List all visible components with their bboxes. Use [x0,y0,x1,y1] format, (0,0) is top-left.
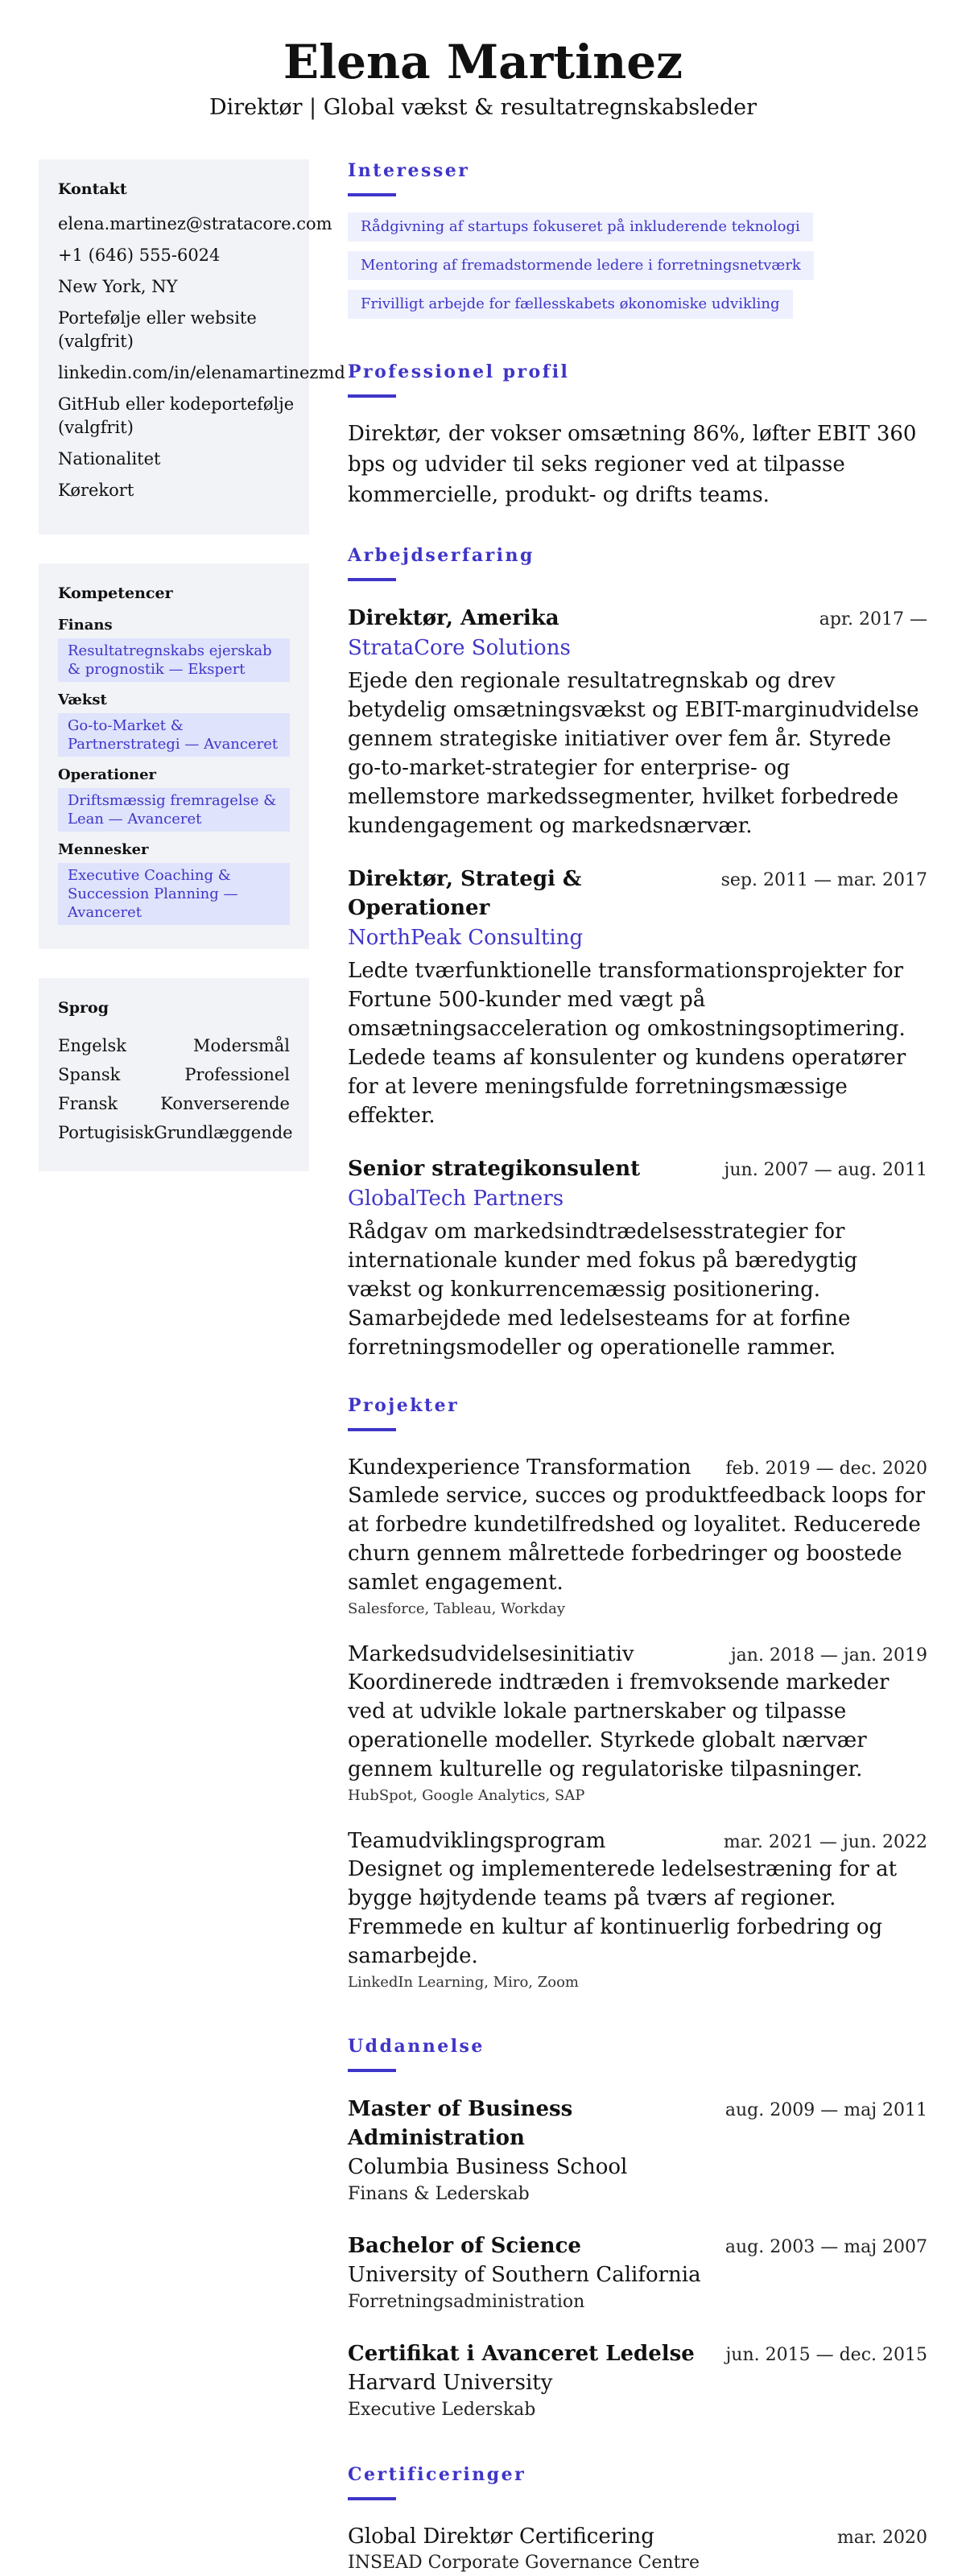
language-name: Engelsk [58,1036,126,1055]
project-dates: mar. 2021 — jun. 2022 [723,1832,927,1852]
projects-heading: Projekter [348,1395,460,1416]
project-dates: feb. 2019 — dec. 2020 [725,1459,927,1479]
certifications-heading: Certificeringer [348,2464,526,2485]
languages-heading: Sprog [58,999,109,1017]
language-level: Konverserende [160,1094,290,1113]
job-title: Direktør, Amerika [348,606,559,630]
skill-group-label: Operationer [58,766,157,783]
job-company: StrataCore Solutions [348,636,571,660]
skill-chip: Driftsmæssig fremragelse & Lean — Avanceret [58,788,290,832]
skills-heading: Kompetencer [58,584,173,602]
language-row [58,1031,290,1060]
interests-heading: Interesser [348,160,470,181]
project-title: Markedsudvidelsesinitiativ [348,1642,634,1666]
project-tech: HubSpot, Google Analytics, SAP [348,1787,585,1804]
school: Columbia Business School [348,2155,628,2179]
certification-date: mar. 2020 [836,2528,927,2548]
contact-location: New York, NY [58,277,178,296]
profile-heading: Professionel profil [348,361,570,382]
contact-portfolio: Portefølje eller website (valgfrit) [58,308,257,351]
heading-underline [348,578,396,581]
skills-box [39,564,309,949]
language-name: Fransk [58,1094,118,1113]
education-dates: aug. 2003 — maj 2007 [724,2237,927,2257]
interest-chip: Frivilligt arbejde for fællesskabets økonomiske udvikling [348,290,793,319]
field-of-study: Forretningsadministration [348,2292,585,2312]
skill-chip: Go-to-Market & Partnerstrategi — Avanceret [58,713,290,757]
candidate-title: Direktør | Global vækst & resultatregnskabsleder [208,95,758,120]
job-description: Ledte tværfunktionelle transformationsprojekter for Fortune 500-kunder med vægt på omsætningsacceleration og omkostningsoptimering. Ledede teams af konsulenter og kundens operatører for at levere meningsfulde forretningsmæssige effekter. [348,959,906,1128]
job-company: NorthPeak Consulting [348,926,584,950]
main-content [348,159,927,2576]
contact-box [39,159,345,535]
skill-chip: Resultatregnskabs ejerskab & prognostik — Ekspert [58,638,290,682]
interest-chip: Mentoring af fremadstormende ledere i forretningsnetværk [348,251,814,280]
job-entry [348,604,927,840]
project-tech: Salesforce, Tableau, Workday [348,1600,566,1617]
heading-underline [348,2497,396,2500]
contact-license: Kørekort [58,481,134,500]
project-entry [348,1454,927,1621]
project-tech: LinkedIn Learning, Miro, Zoom [348,1974,579,1991]
candidate-name: Elena Martinez [283,35,683,89]
job-description: Rådgav om markedsindtrædelsesstrategier for internationale kunder med fokus på bæredygtig vækst og konkurrencemæssig positionering. Samarbejdede med ledelsesteams for at forfine forretningsmodeller og operationelle rammer. [348,1220,858,1360]
languages-box [39,978,309,1171]
project-description: Samlede service, succes og produktfeedback loops for at forbedre kundetilfredshed og loyalitet. Reducerede churn gennem målrettede forbedringer og boostede samlet engagement. [348,1484,926,1595]
certification-issuer: INSEAD Corporate Governance Centre [348,2553,700,2573]
certification-entry [348,2523,927,2576]
profile-text: Direktør, der vokser omsætning 86%, løfter EBIT 360 bps og udvider til seks regioner ved at tilpasse kommercielle, produkt- og drifts teams. [348,422,917,507]
heading-underline [348,394,396,398]
language-row [58,1118,293,1147]
project-entry [348,1827,927,1995]
heading-underline [348,193,396,196]
project-description: Designet og implementerede ledelsestræning for at bygge højtydende teams på tværs af regioner. Fremmede en kultur af kontinuerlig forbedring og samarbejde. [348,1857,898,1968]
interests-list [348,213,927,328]
degree: Bachelor of Science [348,2234,581,2258]
certification-name: Global Direktør Certificering [348,2524,654,2549]
job-company: GlobalTech Partners [348,1187,564,1211]
project-dates: jan. 2018 — jan. 2019 [730,1645,927,1666]
contact-nationality: Nationalitet [58,449,161,469]
language-row [58,1060,290,1089]
contact-phone: +1 (646) 555-6024 [58,246,221,265]
language-level: Grundlæggende [154,1123,293,1142]
degree: Certifikat i Avanceret Ledelse [348,2342,695,2366]
interest-chip: Rådgivning af startups fokuseret på inkluderende teknologi [348,213,813,242]
resume-header [0,0,966,124]
job-title: Senior strategikonsulent [348,1157,641,1181]
sidebar [39,159,345,1200]
skill-group-label: Finans [58,617,113,634]
contact-github: GitHub eller kodeportefølje (valgfrit) [58,394,295,437]
school: Harvard University [348,2371,553,2395]
language-level: Modersmål [193,1036,290,1055]
education-entry [348,2339,927,2423]
job-entry [348,865,927,1130]
job-entry [348,1154,927,1362]
job-title: Direktør, Strategi & Operationer [348,867,582,920]
language-name: Spansk [58,1065,121,1084]
experience-heading: Arbejdserfaring [348,545,535,566]
contact-linkedin[interactable]: linkedin.com/in/elenamartinezmd [58,363,345,382]
education-heading: Uddannelse [348,2036,485,2057]
skill-chip: Executive Coaching & Succession Planning — Avanceret [58,863,290,925]
skill-group-label: Vækst [58,691,107,708]
job-description: Ejede den regionale resultatregnskab og drev betydelig omsætningsvækst og EBIT-marginudvidelse gennem strategiske initiativer over fem år. Styrede go-to-market-strategier for enterprise- og mellemstore markedssegmenter, hvilket forbedrede kundengagement og markedsnærvær. [348,669,919,838]
language-row [58,1089,290,1118]
heading-underline [348,1428,396,1431]
education-dates: aug. 2009 — maj 2011 [724,2100,927,2120]
language-name: Portugisisk [58,1123,155,1142]
education-entry [348,2231,927,2315]
school: University of Southern California [348,2263,701,2287]
contact-email[interactable]: elena.martinez@stratacore.com [58,214,332,233]
project-title: Teamudviklingsprogram [348,1829,606,1853]
job-dates: apr. 2017 — [819,609,927,630]
degree: Master of Business Administration [348,2097,573,2150]
job-dates: jun. 2007 — aug. 2011 [724,1160,927,1180]
job-dates: sep. 2011 — mar. 2017 [720,870,927,890]
skill-group-label: Mennesker [58,841,149,858]
education-dates: jun. 2015 — dec. 2015 [725,2345,927,2365]
field-of-study: Finans & Lederskab [348,2184,530,2204]
field-of-study: Executive Lederskab [348,2400,536,2420]
education-entry [348,2095,927,2207]
contact-heading: Kontakt [58,180,127,198]
language-level: Professionel [184,1065,290,1084]
project-description: Koordinerede indtræden i fremvoksende markeder ved at udvikle lokale partnerskaber og tilpasse operationelle modeller. Styrkede globalt nærvær gennem kulturelle og regulatoriske tilpasninger. [348,1670,890,1781]
project-title: Kundexperience Transformation [348,1455,691,1480]
heading-underline [348,2069,396,2072]
project-entry [348,1641,927,1808]
